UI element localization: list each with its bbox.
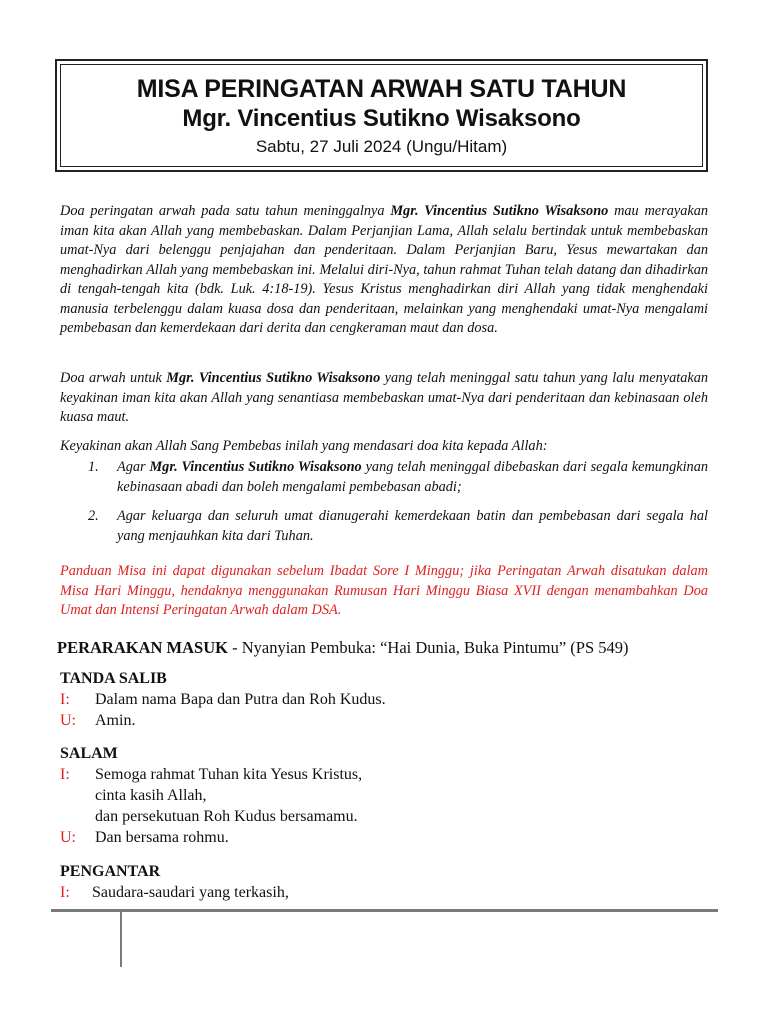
perarakan-heading: PERARAKAN MASUK [57,638,228,657]
intro-paragraph-1 [60,202,708,339]
dialog-text: Amin. [95,712,136,729]
perarakan-detail: - Nyanyian Pembuka: “Hai Dunia, Buka Pintumu” (PS 549) [227,638,629,657]
section-tanda-salib [60,668,720,731]
dialog-line [60,689,720,710]
document-title: MISA PERINGATAN ARWAH SATU TAHUN [136,75,627,103]
dialog-line [60,764,720,785]
table-rule-horizontal [51,909,718,912]
dialog-text: Semoga rahmat Tuhan kita Yesus Kristus, [95,766,363,783]
list-name: Mgr. Vincentius Sutikno Wisaksono [149,459,362,475]
list-item-text [117,458,708,497]
intro-text: Doa arwah untuk [60,370,167,386]
document-date: Sabtu, 27 Juli 2024 (Ungu/Hitam) [255,137,508,156]
dialog-text: Dalam nama Bapa dan Putra dan Roh Kudus. [95,691,386,708]
list-item [60,458,708,497]
intro-paragraph-3: Keyakinan akan Allah Sang Pembebas inilah yang mendasari doa kita kepada Allah: [60,438,548,454]
dialog-text: dan persekutuan Roh Kudus bersamamu. [95,808,358,825]
speaker-label: U: [60,829,76,846]
list-number: 1. [88,459,99,475]
section-heading: SALAM [60,745,118,762]
list-number: 2. [88,508,99,524]
dialog-text: Saudara-saudari yang terkasih, [92,884,289,901]
list-text: yang telah meninggal dibebaskan dari segala kemungkinan kebinasaan abadi dan boleh mengalami pembebasan abadi; [117,459,709,495]
intro-text: yang telah meninggal satu tahun yang lalu menyatakan keyakinan iman kita akan Allah yang senantiasa membebaskan umat-Nya dari penderitaan dan kebinasaan oleh kuasa maut. [60,370,708,425]
dialog-line [60,827,720,848]
title-box-inner [60,64,703,167]
dialog-line [60,806,720,827]
list-item-text: Agar keluarga dan seluruh umat dianugerahi kemerdekaan batin dan pembebasan dari segala hal yang menjauhkan kita dari Tuhan. [117,508,708,544]
document-subtitle: Mgr. Vincentius Sutikno Wisaksono [182,105,581,132]
dialog-text: cinta kasih Allah, [95,787,207,804]
intro-name: Mgr. Vincentius Sutikno Wisaksono [390,203,609,219]
intro-text: mau merayakan iman kita akan Allah yang membebaskan. Dalam Perjanjian Lama, Allah selalu bertindak untuk membebaskan umat-Nya dari belenggu penjajahan dan penderitaan. Dalam Perjanjian Baru, Yesus mewartakan dan menghadirkan Allah yang membebaskan ini. Melalui diri-Nya, tahun rahmat Tuhan telah datang dan dihadirkan di tengah-tengah kita (bdk. Luk. 4:18-19). Yesus Kristus menghadirkan diri Allah yang tidak menghendaki manusia terbelenggu dalam kuasa dosa dan penderitaan, melainkan yang menghendaki umat-Nya mengalami pembebasan dan kemerdekaan dari derita dan cengkeraman maut dan dosa. [60,203,708,336]
section-heading: TANDA SALIB [60,670,167,687]
list-text: Agar [117,459,150,475]
dialog-line [60,785,720,806]
rubric-note: Panduan Misa ini dapat digunakan sebelum Ibadat Sore I Minggu; jika Peringatan Arwah disatukan dalam Misa Hari Minggu, hendaknya menggunakan Rumusan Hari Minggu Biasa XVII dengan menambahkan Doa Umat dan Intensi Peringatan Arwah dalam DSA. [60,563,708,618]
intro-paragraph-2 [60,369,708,428]
speaker-label: U: [60,712,76,729]
section-heading: PENGANTAR [60,863,161,880]
dialog-line [60,882,720,903]
section-pengantar [60,861,720,903]
speaker-label: I: [60,691,70,708]
section-salam [60,743,720,848]
dialog-text: Dan bersama rohmu. [95,829,229,846]
list-item [60,507,708,546]
title-box [55,59,708,172]
speaker-label: I: [60,884,70,901]
dialog-line [60,710,720,731]
intro-text: Doa peringatan arwah pada satu tahun meninggalnya [60,203,391,219]
table-rule-vertical [120,911,122,967]
speaker-label: I: [60,766,70,783]
intro-name: Mgr. Vincentius Sutikno Wisaksono [166,370,381,386]
perarakan-line [57,638,629,658]
